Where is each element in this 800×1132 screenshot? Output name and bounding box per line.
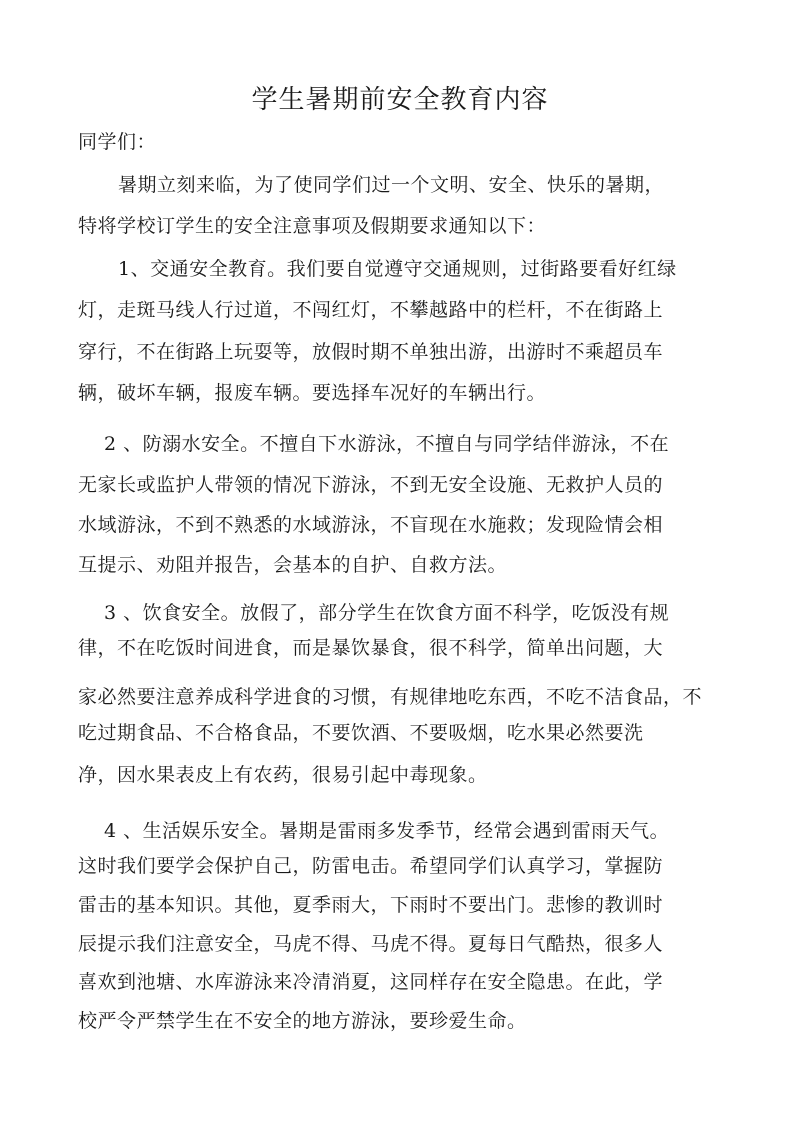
section-line: 穿行，不在街路上玩耍等，放假时期不单独出游，出游时不乘超员车	[78, 341, 664, 363]
section-line: 1、交通安全教育。我们要自觉遵守交通规则，过街路要看好红绿	[118, 258, 677, 280]
section-line: 校严令严禁学生在不安全的地方游泳，要珍爱生命。	[78, 1010, 527, 1032]
section-line: 灯，走斑马线人行过道，不闯红灯，不攀越路中的栏杆，不在街路上	[78, 299, 664, 321]
section-line: 4 、生活娱乐安全。暑期是雷雨多发季节，经常会遇到雷雨天气。	[104, 820, 670, 842]
section-line: 律，不在吃饭时间进食，而是暴饮暴食，很不科学，简单出问题，大	[78, 637, 664, 659]
section-line: 吃过期食品、不合格食品，不要饮酒、不要吸烟，吃水果必然要洗	[78, 722, 644, 744]
section-line: 3 、饮食安全。放假了，部分学生在饮食方面不科学，吃饭没有规	[104, 602, 670, 624]
intro-line: 暑期立刻来临，为了使同学们过一个文明、安全、快乐的暑期，	[118, 174, 665, 196]
section-line: 净，因水果表皮上有农药，很易引起中毒现象。	[78, 764, 488, 786]
section-line: 无家长或监护人带领的情况下游泳，不到无安全设施、无救护人员的	[78, 474, 664, 496]
section-line: 2 、防溺水安全。不擅自下水游泳，不擅自与同学结伴游泳，不在	[104, 433, 670, 455]
section-line: 互提示、劝阻并报告，会基本的自护、自救方法。	[78, 554, 508, 576]
document-title: 学生暑期前安全教育内容	[251, 85, 549, 115]
section-line: 这时我们要学会保护自己，防雷电击。希望同学们认真学习，掌握防	[78, 855, 664, 877]
section-line: 辆，破坏车辆，报废车辆。要选择车况好的车辆出行。	[78, 382, 547, 404]
section-line: 雷击的基本知识。其他，夏季雨大，下雨时不要出门。悲惨的教训时	[78, 894, 664, 916]
section-line: 辰提示我们注意安全，马虎不得、马虎不得。夏每日气酷热，很多人	[78, 933, 664, 955]
greeting: 同学们：	[78, 131, 157, 153]
section-line: 家必然要注意养成科学进食的习惯，有规律地吃东西，不吃不洁食品，不	[78, 686, 703, 708]
intro-line: 特将学校订学生的安全注意事项及假期要求通知以下：	[78, 215, 547, 237]
section-line: 喜欢到池塘、水库游泳来冷清消夏，这同样存在安全隐患。在此，学	[78, 971, 664, 993]
section-line: 水域游泳，不到不熟悉的水域游泳，不盲现在水施救；发现险情会相	[78, 514, 664, 536]
